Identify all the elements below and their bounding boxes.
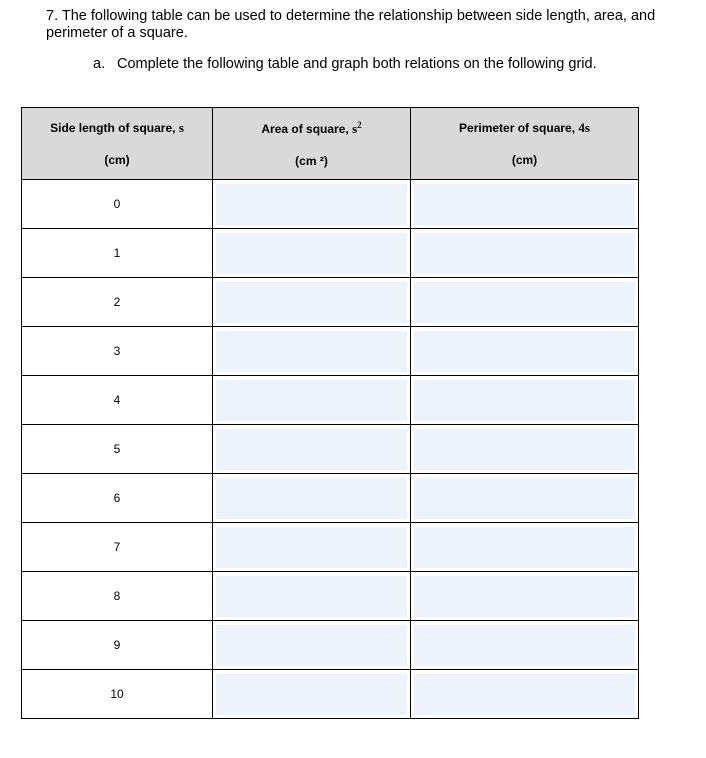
header-side-length: Side length of square, s (cm) (22, 108, 213, 180)
table-row (22, 327, 639, 376)
area-cell (213, 278, 411, 327)
perimeter-cell (411, 523, 639, 572)
perimeter-answer-field[interactable] (414, 674, 635, 715)
table-row (22, 229, 639, 278)
table-row (22, 180, 639, 229)
area-answer-field[interactable] (216, 576, 407, 617)
area-cell (213, 670, 411, 719)
side-length-cell: 10 (22, 670, 213, 719)
table-row (22, 474, 639, 523)
perimeter-answer-field[interactable] (414, 478, 635, 519)
area-answer-field[interactable] (216, 674, 407, 715)
perimeter-answer-field[interactable] (414, 576, 635, 617)
area-answer-field[interactable] (216, 233, 407, 274)
perimeter-answer-field[interactable] (414, 429, 635, 470)
perimeter-answer-field[interactable] (414, 527, 635, 568)
perimeter-answer-field[interactable] (414, 331, 635, 372)
side-length-cell: 4 (22, 376, 213, 425)
square-relations-table (21, 107, 639, 719)
table-body (22, 180, 639, 719)
table-row (22, 572, 639, 621)
area-answer-field[interactable] (216, 184, 407, 225)
side-length-cell: 3 (22, 327, 213, 376)
perimeter-answer-field[interactable] (414, 184, 635, 225)
area-cell (213, 180, 411, 229)
table-row (22, 523, 639, 572)
perimeter-cell (411, 278, 639, 327)
table-row (22, 425, 639, 474)
perimeter-cell (411, 425, 639, 474)
header-perimeter: Perimeter of square, 4s (cm) (411, 108, 639, 180)
side-length-cell: 5 (22, 425, 213, 474)
perimeter-answer-field[interactable] (414, 625, 635, 666)
subpart-a (93, 56, 597, 73)
table-row (22, 670, 639, 719)
side-length-cell: 0 (22, 180, 213, 229)
perimeter-cell (411, 180, 639, 229)
perimeter-cell (411, 376, 639, 425)
side-length-cell: 9 (22, 621, 213, 670)
area-answer-field[interactable] (216, 625, 407, 666)
perimeter-answer-field[interactable] (414, 233, 635, 274)
subpart-letter: a. (93, 56, 106, 72)
side-length-cell: 8 (22, 572, 213, 621)
area-cell (213, 376, 411, 425)
perimeter-cell (411, 572, 639, 621)
area-cell (213, 523, 411, 572)
area-cell (213, 425, 411, 474)
side-length-cell: 2 (22, 278, 213, 327)
perimeter-cell (411, 229, 639, 278)
table-header-row (22, 108, 639, 180)
perimeter-cell (411, 327, 639, 376)
area-answer-field[interactable] (216, 282, 407, 323)
perimeter-cell (411, 621, 639, 670)
area-answer-field[interactable] (216, 429, 407, 470)
table-row (22, 621, 639, 670)
side-length-cell: 7 (22, 523, 213, 572)
area-cell (213, 474, 411, 523)
table-row (22, 376, 639, 425)
question-text: 7. The following table can be used to determine the relationship between side length, area, and perimeter of a square. (46, 8, 656, 41)
perimeter-cell (411, 670, 639, 719)
perimeter-answer-field[interactable] (414, 380, 635, 421)
area-cell (213, 229, 411, 278)
area-cell (213, 572, 411, 621)
header-area: Area of square, $s^2$ (cm ²) (213, 108, 411, 180)
area-answer-field[interactable] (216, 478, 407, 519)
area-cell (213, 327, 411, 376)
perimeter-answer-field[interactable] (414, 282, 635, 323)
side-length-cell: 1 (22, 229, 213, 278)
area-answer-field[interactable] (216, 380, 407, 421)
perimeter-cell (411, 474, 639, 523)
area-cell (213, 621, 411, 670)
subpart-text: Complete the following table and graph both relations on the following grid. (117, 56, 597, 72)
side-length-cell: 6 (22, 474, 213, 523)
table-row (22, 278, 639, 327)
area-answer-field[interactable] (216, 527, 407, 568)
area-answer-field[interactable] (216, 331, 407, 372)
